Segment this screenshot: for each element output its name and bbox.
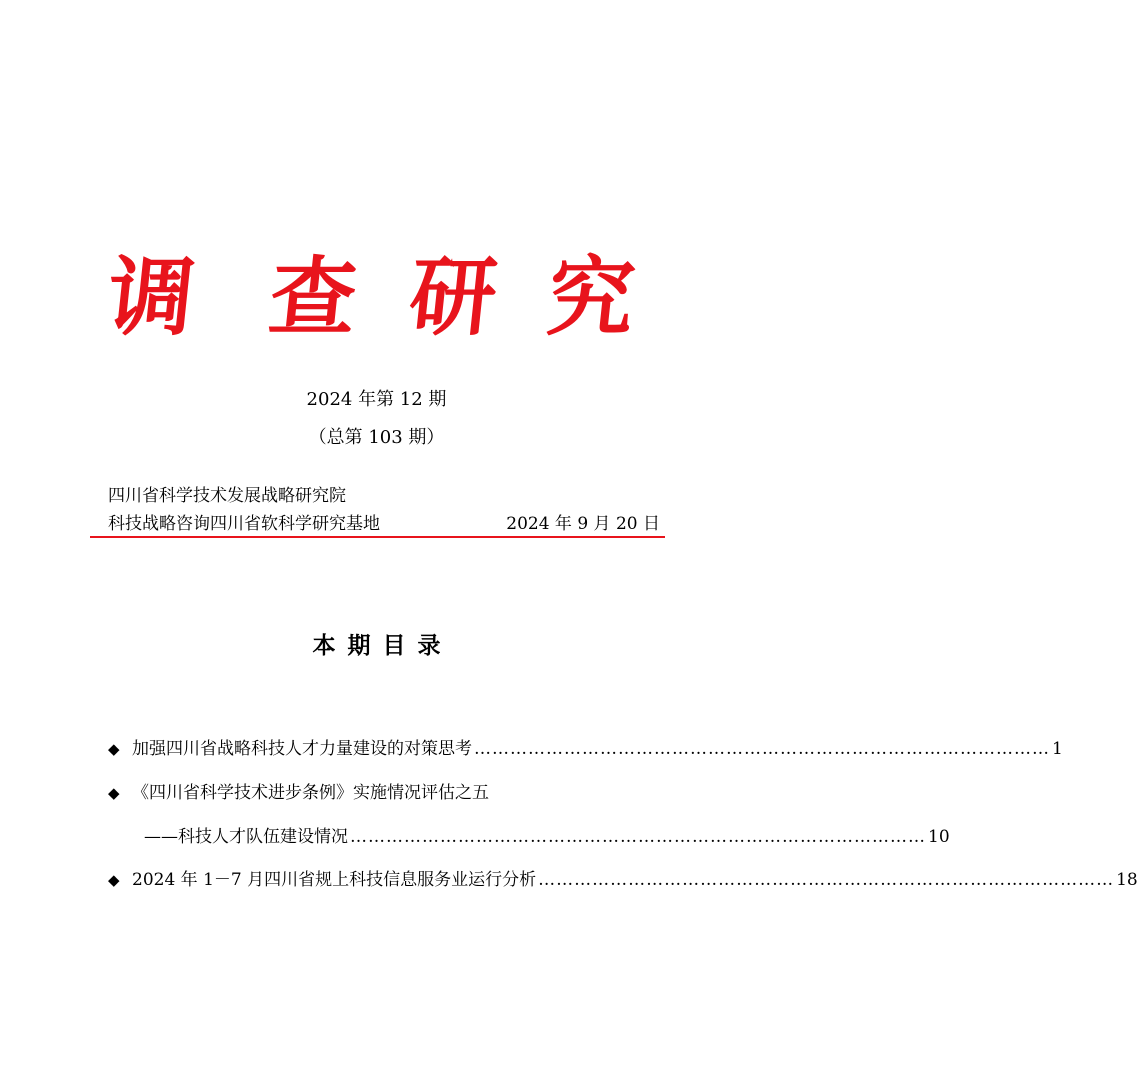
toc-leader-dots: …………………………………………………………………………………… — [538, 870, 1115, 890]
masthead-char-2: 查 — [264, 247, 362, 348]
publication-date: 2024 年 9 月 20 日 — [506, 514, 660, 534]
publisher-base: 科技战略咨询四川省软科学研究基地 — [108, 514, 380, 534]
masthead-char-4: 究 — [542, 247, 640, 348]
publisher-name: 四川省科学技术发展战略研究院 — [108, 486, 346, 506]
toc-item — [108, 867, 1138, 893]
toc-item-title: 加强四川省战略科技人才力量建设的对策思考 — [132, 739, 472, 759]
issue-total-number: （总第 103 期） — [308, 427, 445, 448]
toc-item-page: 10 — [928, 827, 950, 847]
toc-leader-dots: …………………………………………………………………………………… — [474, 739, 1050, 759]
toc-item-subtitle-text: ——科技人才队伍建设情况 — [144, 827, 348, 847]
diamond-bullet-icon: ◆ — [108, 871, 120, 889]
masthead-char-3: 研 — [404, 247, 502, 348]
toc-item — [108, 736, 1063, 762]
diamond-bullet-icon: ◆ — [108, 740, 120, 758]
toc-item-subtitle — [108, 824, 950, 850]
masthead-char-1: 调 — [102, 247, 200, 348]
masthead-title — [0, 248, 753, 348]
toc-leader-dots: …………………………………………………………………………………… — [350, 827, 926, 847]
toc-title: 本期目录 — [312, 633, 453, 659]
toc-item-title: 《四川省科学技术进步条例》实施情况评估之五 — [132, 783, 489, 803]
toc-item — [108, 780, 633, 806]
toc-item-title: 2024 年 1－7 月四川省规上科技信息服务业运行分析 — [132, 870, 537, 890]
issue-number: 2024 年第 12 期 — [306, 389, 447, 410]
diamond-bullet-icon: ◆ — [108, 784, 120, 802]
toc-item-page: 18 — [1116, 870, 1138, 890]
header-divider — [90, 536, 665, 538]
toc-item-page: 1 — [1052, 739, 1063, 759]
